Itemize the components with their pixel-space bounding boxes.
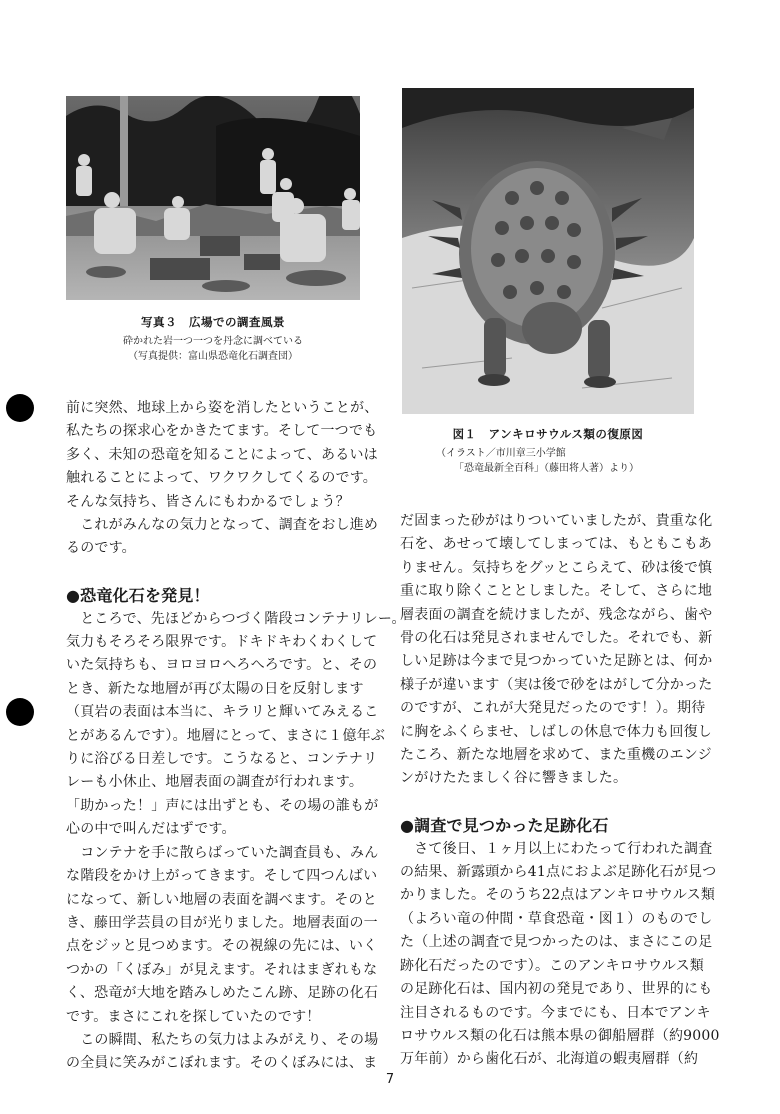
text-line: 点をジッと見つめます。その視線の先には、いく [66, 938, 378, 955]
binder-hole-bottom [6, 698, 34, 726]
text-line: 重に取り除くこととしました。そして、さらに地 [400, 583, 713, 600]
text-line: ところで、先ほどからつづく階段コンテナリレー。 [66, 610, 406, 627]
figure1-caption [402, 426, 694, 476]
page-number: 7 [385, 1072, 395, 1087]
text-line: です。まさにこれを探していたのです！ [66, 1008, 321, 1025]
figure1-caption-line2: 「恐竜最新全百科」（藤田将人著）より） [454, 463, 639, 474]
text-line: た（上述の調査で見つかったのは、まさにこの足 [400, 934, 713, 951]
right-text-column [400, 510, 720, 1072]
binder-hole-top [6, 394, 34, 422]
text-line: な階段をかけ上がってきます。そして四つんばい [66, 868, 378, 885]
section-heading: ●恐竜化石を発見！ [66, 586, 210, 606]
photo3-caption [66, 314, 360, 364]
text-line: く、恐竜が大地を踏みしめたこん跡、足跡の化石 [66, 985, 379, 1002]
photo3-caption-line2: （写真提供：富山県恐竜化石調査団） [128, 351, 298, 362]
text-line: さて後日、１ヶ月以上にわたって行われた調査 [400, 840, 713, 857]
text-line: たころ、新たな地層を求めて、また重機のエンジ [400, 747, 712, 764]
paragraph-gap [66, 561, 366, 584]
text-line: つかの「くぼみ」が見えます。それはまぎれもな [66, 961, 378, 978]
text-line: 様子が違います（実は後で砂をはがして分かった [400, 676, 713, 693]
text-line: 多く、未知の恐竜を知ることによって、あるいは [66, 446, 378, 463]
text-line: りません。気持ちをグッとこらえて、砂は後で慎 [400, 559, 713, 576]
text-line: 万年前）から歯化石が、北海道の蝦夷層群（約 [400, 1051, 699, 1068]
left-text-column [66, 397, 406, 1076]
text-line: の足跡化石は、国内初の発見であり、世界的にも [400, 981, 713, 998]
text-line: 私たちの探求心をかきたてます。そして一つでも [66, 423, 378, 440]
ankylosaurus-illustration [402, 88, 694, 414]
text-line: （よろい竜の仲間・草食恐竜・図１）のものでし [400, 910, 713, 927]
text-line: とき、新たな地層が再び太陽の日を反射します [66, 680, 364, 697]
text-line: の全員に笑みがこぼれます。そのくぼみには、ま [66, 1055, 378, 1072]
text-line: しい足跡は今まで見つかっていた足跡とは、何か [400, 653, 713, 670]
text-line: りに浴びる日差しです。こうなると、コンテナリ [66, 751, 378, 768]
text-line: とがあるんです）。地層にとって、まさに１億年ぶ [66, 727, 386, 744]
excavation-photo [66, 96, 360, 300]
text-line: のですが、これが大発見だったのです！）。期待 [400, 700, 706, 717]
text-line: ロサウルス類の化石は熊本県の御船層群（約9000 [400, 1027, 720, 1044]
text-line: レーも小休止、地層表面の調査が行われます。 [66, 774, 364, 791]
text-line: （頁岩の表面は本当に、キラリと輝いてみえるこ [66, 704, 379, 721]
text-line: いた気持ちも、ヨロヨロへろへろです。と、その [66, 657, 378, 674]
text-line: だ固まった砂がはりついていましたが、貴重な化 [400, 513, 713, 529]
text-line: この瞬間、私たちの気力はよみがえり、その場 [66, 1031, 379, 1048]
figure1-caption-line1: （イラスト／市川章三小学館 [436, 448, 566, 459]
text-line: これがみんなの気力となって、調査をおし進め [66, 517, 379, 534]
photo3-title: 写真３ 広場での調査風景 [141, 315, 285, 329]
text-line: 跡化石だったのです）。このアンキロサウルス類 [400, 957, 704, 974]
text-line: 骨の化石は発見されませんでした。それでも、新 [400, 630, 713, 647]
text-line: 石を、あせって壊してしまっては、もともこもあ [400, 536, 713, 553]
text-line: 心の中で叫んだはずです。 [66, 821, 236, 838]
text-line: 気力もそろそろ限界です。ドキドキわくわくして [66, 634, 378, 651]
text-line: の結果、新露頭から41点におよぶ足跡化石が見つ [400, 864, 717, 881]
text-line: 触れることによって、ワクワクしてくるのです。 [66, 470, 377, 487]
text-line: そんな気持ち、皆さんにもわかるでしょう？ [66, 493, 350, 510]
text-line: になって、新しい地層の表面を調べます。そのと [66, 891, 377, 908]
text-line: 層表面の調査を続けましたが、残念ながら、歯や [400, 606, 713, 623]
text-line: 「助かった！」声には出ずとも、その場の誰もが [66, 797, 379, 814]
section-heading: ●調査で見つかった足跡化石 [400, 816, 609, 836]
paragraph-gap [400, 791, 700, 814]
text-line: き、藤田学芸員の目が光りました。地層表面の一 [66, 914, 378, 931]
text-line: コンテナを手に散らばっていた調査員も、みん [66, 844, 379, 861]
figure1-title: 図１ アンキロサウルス類の復原図 [452, 427, 644, 441]
text-line: に胸をふくらませ、しばしの休息で体力も回復し [400, 723, 712, 740]
photo3-caption-line1: 砕かれた岩一つ一つを丹念に調べている [123, 336, 303, 347]
text-line: 前に突然、地球上から姿を消したということが、 [66, 400, 379, 416]
text-line: かりました。そのうち22点はアンキロサウルス類 [400, 887, 716, 904]
text-line: ンがけたたましく谷に響きました。 [400, 770, 628, 787]
text-line: るのです。 [66, 540, 136, 557]
text-line: 注目されるものです。今までにも、日本でアンキ [400, 1004, 711, 1021]
